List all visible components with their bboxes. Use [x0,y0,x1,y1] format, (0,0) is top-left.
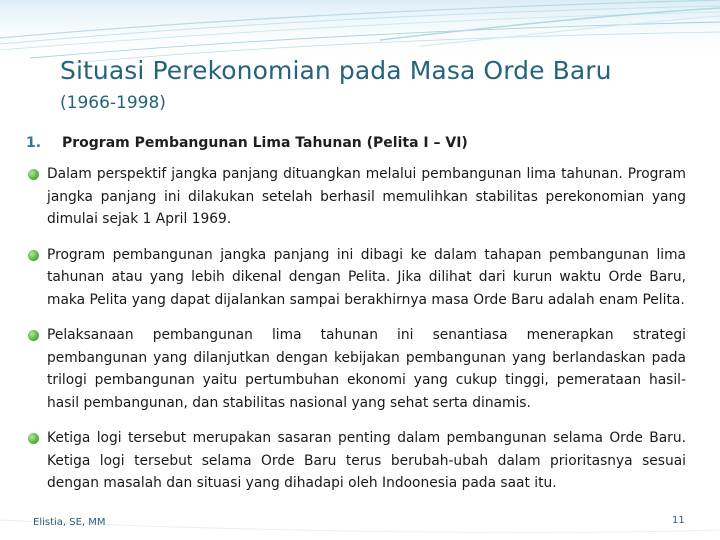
bullet-text: Program pembangunan jangka panjang ini dibagi ke dalam tahapan pembangunan lima tahunan atau yang lebih dikenal dengan Pelita. Jika dilihat dari kurun waktu Orde Baru, maka Pelita yang dapat dijalankan sampai berakhirnya masa Orde Baru adalah enam Pelita. [47,246,686,308]
bullet-list [26,163,686,508]
bullet-dot-icon [28,433,39,444]
list-item [26,324,686,414]
bullet-text: Pelaksanaan pembangunan lima tahunan ini senantiasa menerapkan strategi pembangunan yang dilanjutkan dengan kebijakan pembangunan yang berlandaskan pada trilogi pembangunan yaitu pertumbuhan ekonomi yang cukup tinggi, pemerataan hasil-hasil pembangunan, dan stabilitas nasional yang sehat serta dinamis. [47,327,686,411]
list-item [26,244,686,312]
bullet-text: Ketiga logi tersebut merupakan sasaran penting dalam pembangunan selama Orde Baru. Ketiga logi tersebut selama Orde Baru terus berubah-ubah dalam prioritasnya sesuai dengan masalah dan situasi yang dihadapi oleh Indoonesia pada saat itu. [47,430,686,491]
footer-author: Elistia, SE, MM [33,517,106,528]
section-heading [26,135,468,151]
slide-subtitle: (1966-1998) [60,93,166,113]
bullet-dot-icon [28,250,39,261]
list-item [26,427,686,495]
bullet-dot-icon [28,169,39,180]
list-item [26,163,686,231]
bullet-dot-icon [28,330,39,341]
page-number: 11 [672,515,685,526]
section-title: Program Pembangunan Lima Tahunan (Pelita I – VI) [62,135,468,151]
bullet-text: Dalam perspektif jangka panjang dituangkan melalui pembangunan lima tahunan. Program jangka panjang ini dilakukan setelah berhasil memulihkan stabilitas perekonomian yang dimulai sejak 1 April 1969. [47,166,686,227]
section-number: 1. [26,135,42,151]
slide-title: Situasi Perekonomian pada Masa Orde Baru [60,56,612,85]
